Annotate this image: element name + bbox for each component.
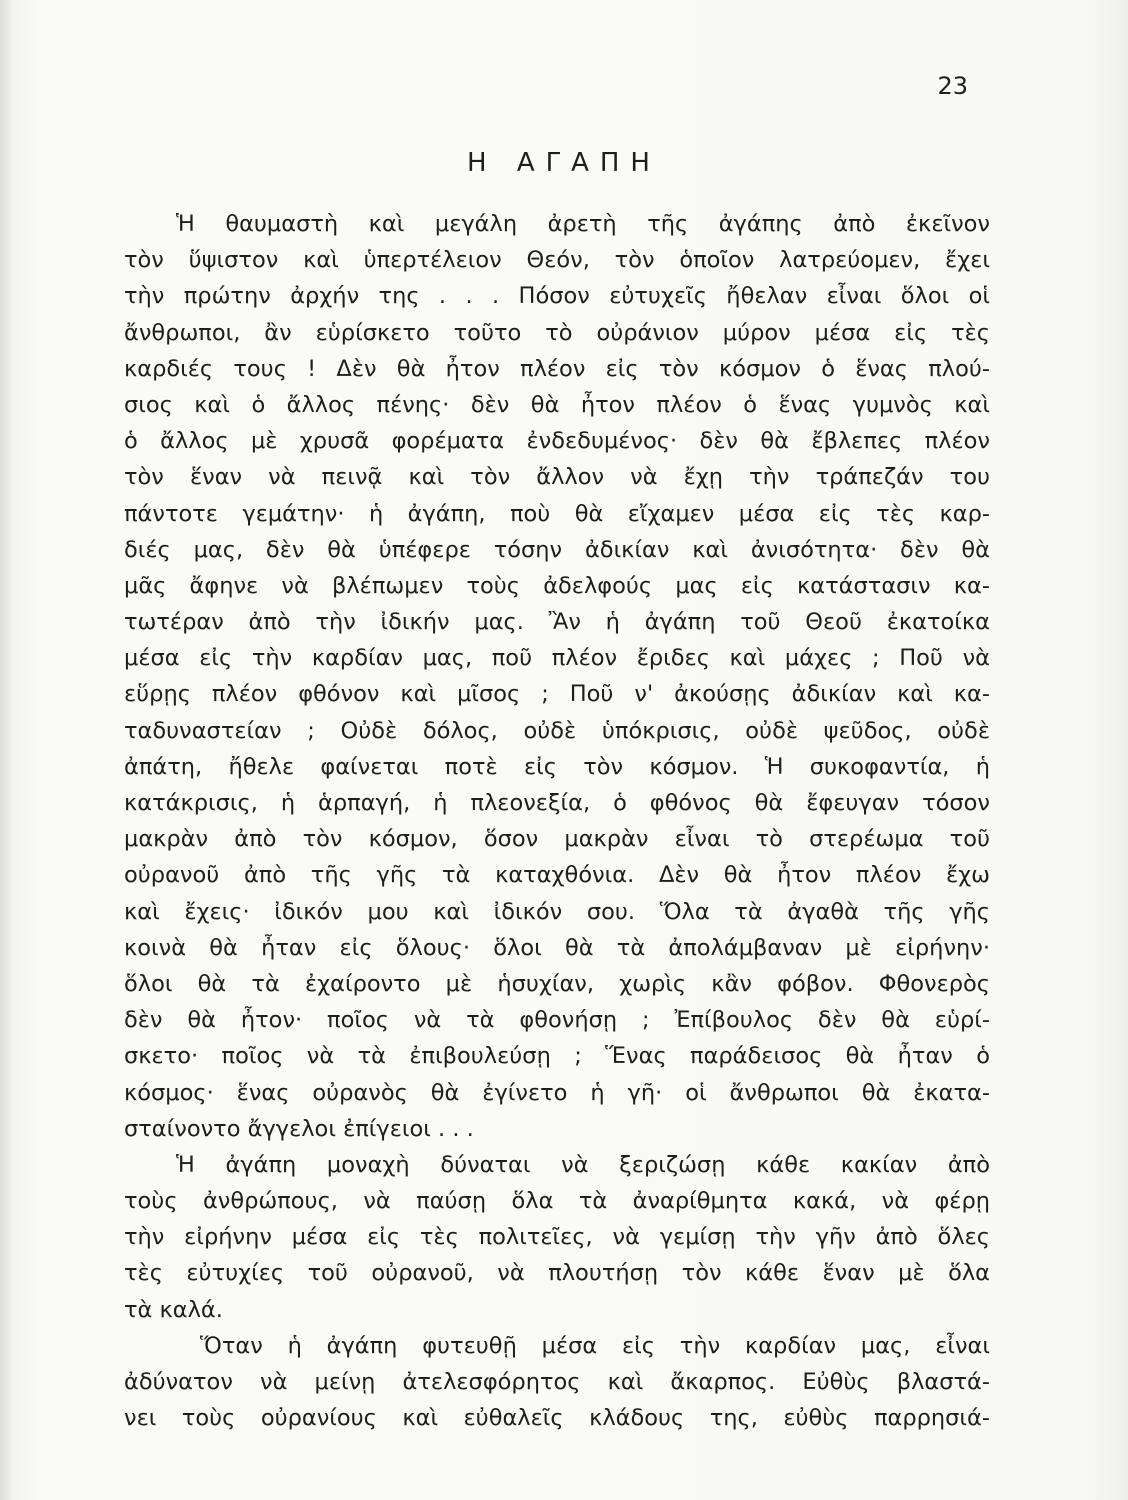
text-line: μέσα εἰς τὴν καρδίαν μας, ποῦ πλέον ἔριδες καὶ μάχες ; Ποῦ νὰ [124, 645, 990, 672]
text-line: εὕρῃς πλέον φθόνον καὶ μῖσος ; Ποῦ ν' ἀκούσῃς ἀδικίαν καὶ κα- [124, 681, 990, 708]
text-line: ὅλοι θὰ τὰ ἐχαίροντο μὲ ἡσυχίαν, χωρὶς κἂν φόβον. Φθονερὸς [124, 970, 990, 997]
page-number: 23 [937, 72, 968, 100]
text-line: τοὺς ἀνθρώπους, νὰ παύσῃ ὅλα τὰ ἀναρίθμητα κακά, νὰ φέρῃ [124, 1188, 990, 1215]
text-line: τὸν ὕψιστον καὶ ὑπερτέλειον Θεόν, τὸν ὁποῖον λατρεύομεν, ἔχει [124, 247, 990, 274]
text-line: σταίνοντο ἄγγελοι ἐπίγειοι . . . [124, 1115, 474, 1142]
text-line: μᾶς ἄφηνε νὰ βλέπωμεν τοὺς ἀδελφούς μας εἰς κατάστασιν κα- [124, 572, 990, 599]
chapter-title [0, 148, 1128, 178]
body-text [124, 206, 990, 1436]
chapter-title-text: Η ΑΓΑΠΗ [467, 148, 661, 178]
text-line: οὐρανοῦ ἀπὸ τῆς γῆς τὰ καταχθόνια. Δὲν θὰ ἦτον πλέον ἔχω [124, 862, 990, 889]
text-line: ἀδύνατον νὰ μείνῃ ἀτελεσφόρητος καὶ ἄκαρπος. Εὐθὺς βλαστά- [124, 1369, 990, 1395]
text-line: ἄνθρωποι, ἂν εὑρίσκετο τοῦτο τὸ οὐράνιον μύρον μέσα εἰς τὲς [124, 319, 990, 346]
text-line: ταδυναστείαν ; Οὐδὲ δόλος, οὐδὲ ὑπόκρισις, οὐδὲ ψεῦδος, οὐδὲ [124, 717, 990, 744]
text-line: πάντοτε γεμάτην· ἡ ἀγάπη, ποὺ θὰ εἴχαμεν μέσα εἰς τὲς καρ- [124, 500, 990, 527]
text-line: τωτέραν ἀπὸ τὴν ἰδικήν μας. Ἂν ἡ ἀγάπη τοῦ Θεοῦ ἐκατοίκα [124, 609, 990, 636]
text-line: τὲς εὐτυχίες τοῦ οὐρανοῦ, νὰ πλουτήσῃ τὸν κάθε ἕναν μὲ ὅλα [124, 1260, 990, 1287]
text-line: Ἡ θαυμαστὴ καὶ μεγάλη ἀρετὴ τῆς ἀγάπης ἀπὸ ἐκεῖνον [176, 211, 990, 237]
text-line: τὰ καλά. [124, 1296, 223, 1323]
text-line: σκετο· ποῖος νὰ τὰ ἐπιβουλεύσῃ ; Ἕνας παράδεισος θὰ ἦταν ὁ [124, 1043, 990, 1070]
text-line: καρδιές τους ! Δὲν θὰ ἦτον πλέον εἰς τὸν κόσμον ὁ ἕνας πλού- [124, 355, 990, 382]
text-line: τὸν ἕναν νὰ πεινᾷ καὶ τὸν ἄλλον νὰ ἔχῃ τὴν τράπεζάν του [124, 464, 990, 491]
text-line: ὁ ἄλλος μὲ χρυσᾶ φορέματα ἐνδεδυμένος· δὲν θὰ ἔβλεπες πλέον [124, 428, 990, 455]
text-line: Ἡ ἀγάπη μοναχὴ δύναται νὰ ξεριζώσῃ κάθε κακίαν ἀπὸ [176, 1151, 990, 1178]
text-line: ἀπάτη, ἤθελε φαίνεται ποτὲ εἰς τὸν κόσμον. Ἡ συκοφαντία, ἡ [124, 753, 990, 780]
text-line: διές μας, δὲν θὰ ὑπέφερε τόσην ἀδικίαν καὶ ἀνισότητα· δὲν θὰ [124, 536, 990, 563]
text-line: καὶ ἔχεις· ἰδικόν μου καὶ ἰδικόν σου. Ὅλα τὰ ἀγαθὰ τῆς γῆς [124, 898, 990, 925]
text-line: σιος καὶ ὁ ἄλλος πένης· δὲν θὰ ἦτον πλέον ὁ ἕνας γυμνὸς καὶ [124, 391, 990, 418]
text-line: κοινὰ θὰ ἦταν εἰς ὅλους· ὅλοι θὰ τὰ ἀπολάμβαναν μὲ εἰρήνην· [124, 934, 990, 961]
text-line: τὴν πρώτην ἀρχήν της . . . Πόσον εὐτυχεῖς ἤθελαν εἶναι ὅλοι οἱ [124, 283, 990, 310]
text-line: κόσμος· ἕνας οὐρανὸς θὰ ἐγίνετο ἡ γῆ· οἱ ἄνθρωποι θὰ ἐκατα- [124, 1079, 990, 1106]
text-line: μακρὰν ἀπὸ τὸν κόσμον, ὅσον μακρὰν εἶναι τὸ στερέωμα τοῦ [124, 826, 990, 853]
text-line: δὲν θὰ ἦτον· ποῖος νὰ τὰ φθονήσῃ ; Ἐπίβουλος δὲν θὰ εὑρί- [124, 1007, 990, 1034]
text-line: Ὅταν ἡ ἀγάπη φυτευθῇ μέσα εἰς τὴν καρδίαν μας, εἶναι [200, 1332, 990, 1359]
text-line: τὴν εἰρήνην μέσα εἰς τὲς πολιτεῖες, νὰ γεμίσῃ τὴν γῆν ἀπὸ ὅλες [124, 1224, 990, 1251]
text-line: νει τοὺς οὐρανίους καὶ εὐθαλεῖς κλάδους της, εὐθὺς παρρησιά- [124, 1405, 990, 1432]
text-line: κατάκρισις, ἡ ἁρπαγή, ἡ πλεονεξία, ὁ φθόνος θὰ ἔφευγαν τόσον [124, 790, 990, 816]
